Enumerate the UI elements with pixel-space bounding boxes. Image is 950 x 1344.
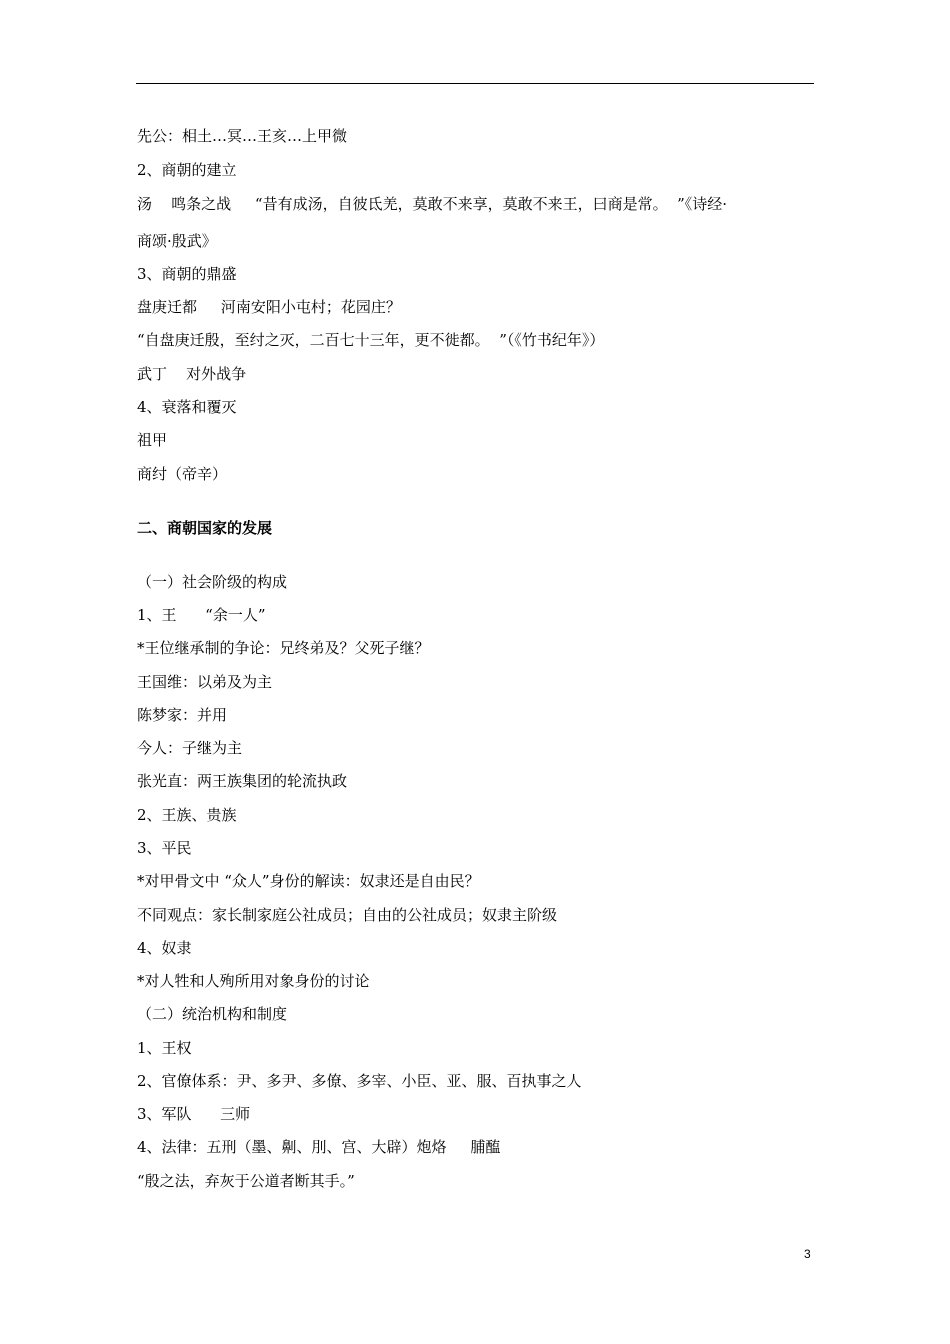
text-line: 不同观点：家长制家庭公社成员；自由的公社成员；奴隶主阶级	[137, 906, 558, 924]
text-line: 王国维：以弟及为主	[137, 673, 273, 691]
text-line: 张光直：两王族集团的轮流执政	[137, 772, 348, 790]
section-subheading: 4、衰落和覆灭	[137, 398, 237, 416]
text-line: 武丁 对外战争	[137, 365, 247, 383]
section-subheading: （一）社会阶级的构成	[137, 573, 288, 591]
text-line: “自盘庚迁殷，至纣之灭，二百七十三年，更不徙都。 ”（《竹书纪年》）	[137, 331, 605, 349]
section-subheading: 1、王权	[137, 1039, 192, 1057]
text-line: “殷之法，弃灰于公道者断其手。”	[137, 1172, 355, 1190]
text-line: 商颂·殷武》	[137, 232, 217, 250]
section-subheading: 4、奴隶	[137, 939, 192, 957]
section-subheading: 3、商朝的鼎盛	[137, 265, 237, 283]
text-line: 先公：相土…冥…王亥…上甲微	[137, 127, 348, 145]
text-line: 2、官僚体系：尹、多尹、多僚、多宰、小臣、亚、服、百执事之人	[137, 1072, 582, 1090]
text-line: *对甲骨文中 “众人”身份的解读：奴隶还是自由民？	[137, 872, 480, 890]
header-rule	[136, 83, 814, 84]
text-line: 3、军队 三师	[137, 1105, 251, 1123]
text-line: 汤 鸣条之战 “昔有成汤，自彼氐羌，莫敢不来享，莫敢不来王，曰商是常。 ”《诗经·	[137, 195, 728, 213]
text-line: 4、法律：五刑（墨、劓、刖、宫、大辟）炮烙 脯醢	[137, 1138, 501, 1156]
text-line: 盘庚迁都 河南安阳小屯村；花园庄？	[137, 298, 401, 316]
text-line: 1、王 “余一人”	[137, 606, 266, 624]
text-line: 陈梦家：并用	[137, 706, 228, 724]
text-line: 商纣（帝辛）	[137, 465, 228, 483]
text-line: 祖甲	[137, 431, 168, 449]
section-subheading: 2、商朝的建立	[137, 161, 237, 179]
text-line: 今人：子继为主	[137, 739, 243, 757]
section-subheading: 3、平民	[137, 839, 192, 857]
section-subheading: （二）统治机构和制度	[137, 1005, 288, 1023]
section-heading: 二、商朝国家的发展	[137, 519, 273, 537]
page-number: 3	[804, 1247, 811, 1261]
section-subheading: 2、王族、贵族	[137, 806, 237, 824]
text-line: *王位继承制的争论：兄终弟及？父死子继？	[137, 639, 430, 657]
text-line: *对人牲和人殉所用对象身份的讨论	[137, 972, 370, 990]
